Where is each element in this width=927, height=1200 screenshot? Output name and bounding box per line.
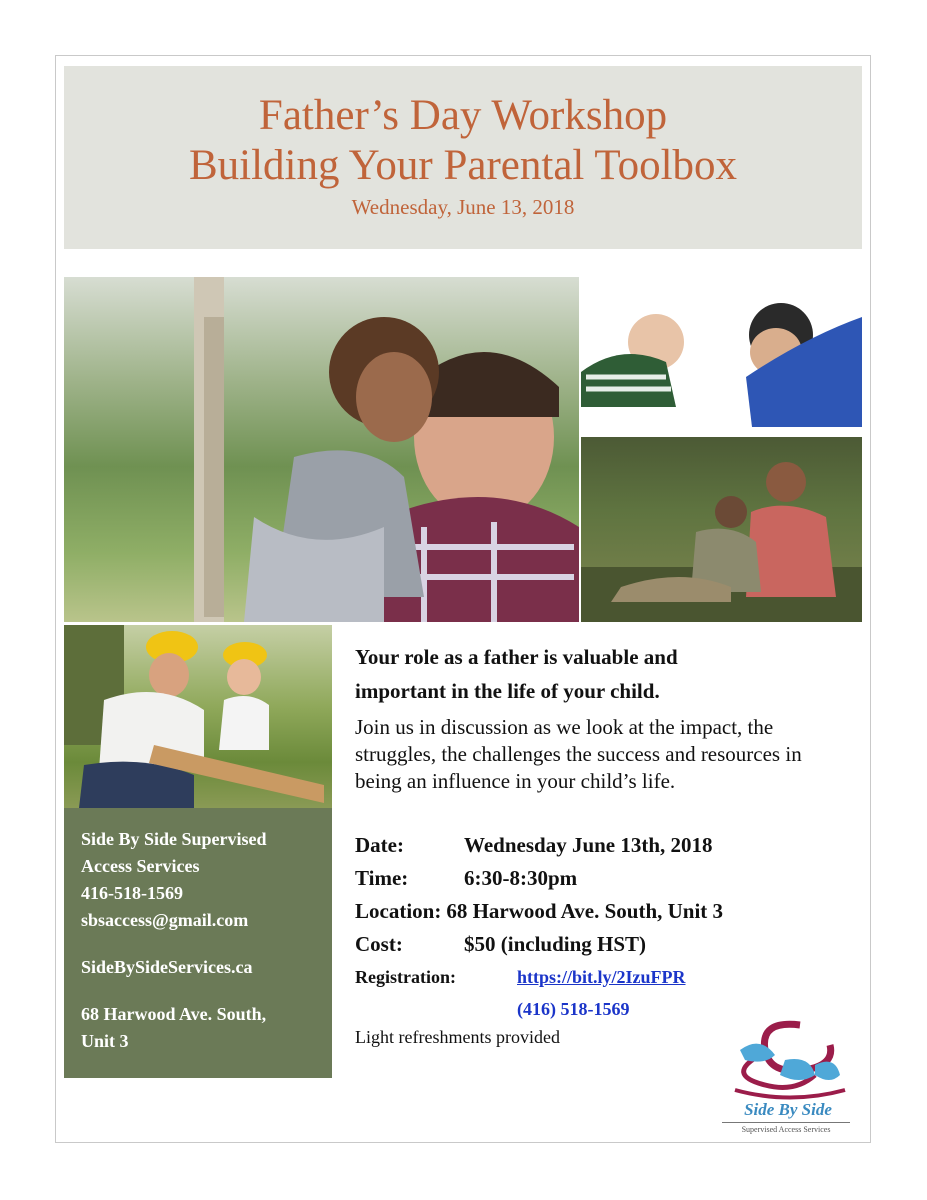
header-banner: [64, 66, 862, 249]
contact-address-line-2: Unit 3: [81, 1031, 129, 1051]
org-name-line-2: Access Services: [81, 856, 200, 876]
title-line-2: Building Your Parental Toolbox: [188, 142, 738, 189]
contact-phone: 416-518-1569: [81, 883, 183, 903]
registration-row: [355, 961, 865, 993]
time-value: 6:30-8:30pm: [464, 866, 578, 890]
logo-name: Side By Side: [744, 1100, 832, 1119]
cost-row: [355, 928, 865, 961]
description-line-3: being an influence in your child’s life.: [355, 769, 676, 793]
contact-address-line-1: 68 Harwood Ave. South,: [81, 1004, 267, 1024]
location-value: 68 Harwood Ave. South, Unit 3: [446, 899, 724, 923]
registration-label: Registration:: [355, 967, 456, 987]
org-name-line-1: Side By Side Supervised: [81, 829, 267, 849]
contact-panel: [64, 808, 332, 1078]
lead-line-1: Your role as a father is valuable and: [355, 645, 678, 669]
description-line-1: Join us in discussion as we look at the impact, the: [355, 715, 774, 739]
title-line-1: Father’s Day Workshop: [258, 92, 668, 139]
date-value: Wednesday June 13th, 2018: [464, 833, 713, 857]
logo-tagline: Supervised Access Services: [722, 1122, 850, 1134]
contact-website: SideBySideServices.ca: [81, 957, 253, 977]
time-row: [355, 862, 865, 895]
event-details: [355, 829, 865, 1048]
cost-label: Cost:: [355, 932, 403, 956]
registration-phone: (416) 518-1569: [517, 999, 630, 1019]
contact-email: sbsaccess@gmail.com: [81, 910, 249, 930]
header-date: Wednesday, June 13, 2018: [351, 195, 575, 219]
registration-link[interactable]: https://bit.ly/2IzuFPR: [517, 967, 686, 987]
father-son-park-photo: [581, 437, 862, 622]
main-content: [355, 640, 865, 1048]
father-son-building-photo: [64, 625, 332, 808]
cost-value: $50 (including HST): [464, 932, 647, 956]
date-label: Date:: [355, 833, 404, 857]
description-line-2: struggles, the challenges the success and resources in: [355, 742, 802, 766]
baby-and-father-photo: [581, 277, 862, 434]
time-label: Time:: [355, 866, 409, 890]
date-row: [355, 829, 865, 862]
father-daughter-photo: [64, 277, 579, 622]
location-row: [355, 895, 865, 928]
lead-line-2: important in the life of your child.: [355, 679, 660, 703]
location-label: Location:: [355, 899, 442, 923]
refreshments-note: Light refreshments provided: [355, 1027, 560, 1047]
description: [355, 714, 865, 795]
